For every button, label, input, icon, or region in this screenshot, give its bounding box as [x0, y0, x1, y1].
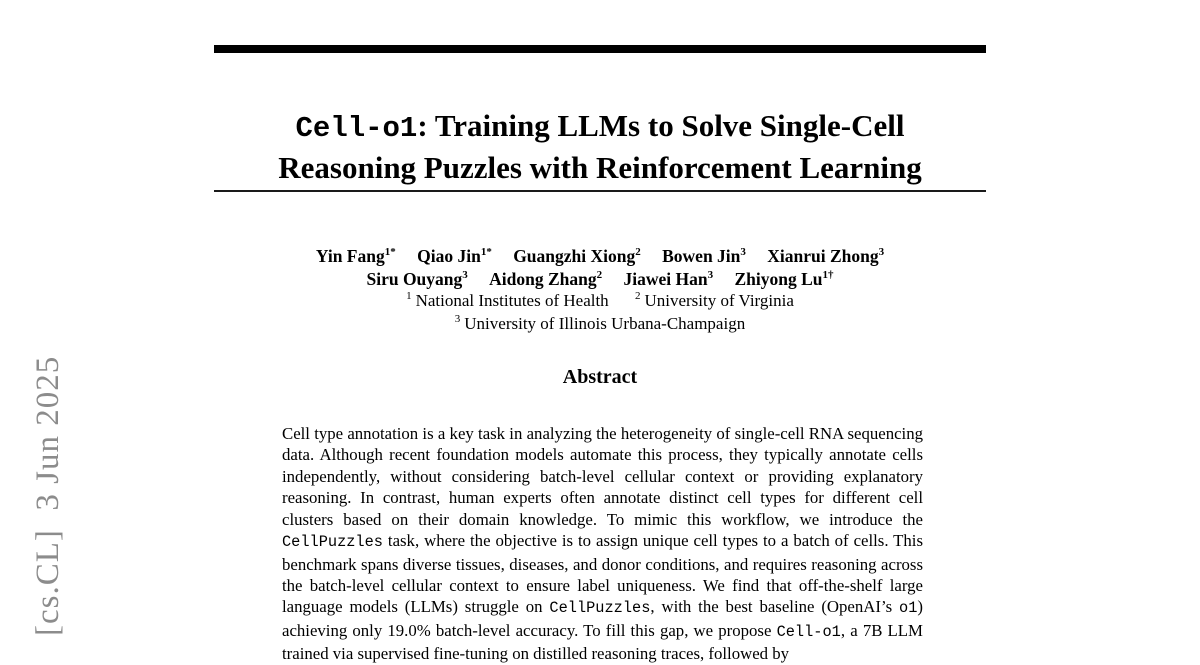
affiliation-superscript: 3 — [454, 312, 461, 325]
author — [417, 246, 492, 266]
author-superscript: 1* — [384, 246, 396, 259]
author-superscript: 3 — [740, 246, 746, 259]
author-block — [214, 245, 986, 335]
abstract-segment: task, where the objective is to assign unique cell types to a batch of cells. This benchmark spans diverse tissues, diseases, and donor conditions, and requires reasoning across the batch-level cellular context to ensure label uniqueness. We find that off-the-shelf large language models (LLMs) struggle on — [282, 531, 923, 617]
author-superscript: 3 — [707, 268, 714, 281]
author-name: Bowen Jin — [662, 246, 741, 266]
abstract-segment-mono: CellPuzzles — [549, 599, 651, 618]
title-mono-part: Cell-o1 — [295, 111, 418, 145]
author — [624, 269, 714, 289]
top-rule — [214, 45, 986, 53]
affiliation — [406, 291, 609, 310]
author-superscript: 1† — [822, 268, 834, 281]
author — [316, 246, 396, 266]
author — [366, 269, 467, 289]
author-superscript: 1* — [480, 246, 492, 259]
author-name: Jiawei Han — [623, 268, 708, 289]
abstract-segment-mono: CellPuzzles — [282, 533, 383, 552]
author-superscript: 2 — [635, 246, 641, 259]
author — [513, 246, 641, 266]
affiliation — [455, 314, 745, 333]
author-name: Qiao Jin — [417, 246, 481, 266]
author-name: Zhiyong Lu — [734, 268, 823, 289]
affiliation — [635, 291, 794, 310]
author-line-2 — [214, 268, 986, 291]
abstract-segment-mono: Cell-o1 — [776, 622, 841, 641]
affiliation-superscript: 1 — [406, 290, 412, 303]
abstract-segment: , with the best baseline (OpenAI’s — [650, 597, 900, 617]
author-name: Yin Fang — [315, 246, 385, 266]
author-name: Siru Ouyang — [366, 268, 463, 289]
author-name: Aidong Zhang — [489, 268, 597, 289]
author-superscript: 3 — [878, 246, 885, 259]
author-line-1 — [214, 245, 986, 268]
affiliation-line-2 — [214, 313, 986, 336]
abstract-segment: Cell type annotation is a key task in analyzing the heterogeneity of single-cell RNA sequencing data. Although recent foundation models automate this process, they typically annotate cells independently, without considering batch-level cellular context or providing explanatory reasoning. In contrast, human experts often annotate distinct cell types for different cell clusters based on their domain knowledge. To mimic this workflow, we introduce the — [282, 423, 923, 529]
abstract-text — [282, 423, 923, 665]
abstract-segment: , a 7B LLM trained via supervised fine-tuning on distilled reasoning traces, followed by — [282, 620, 923, 664]
author — [662, 246, 746, 266]
arxiv-stamp: [cs.CL] 3 Jun 2025 — [30, 355, 66, 636]
divider-rule — [214, 190, 986, 192]
affiliation-name: National Institutes of Health — [415, 291, 609, 310]
author-name: Xianrui Zhong — [767, 246, 879, 266]
author-superscript: 3 — [462, 268, 468, 281]
title-rest-line1: : Training LLMs to Solve Single-Cell — [417, 107, 905, 143]
title-line-2: Reasoning Puzzles with Reinforcement Learning — [278, 149, 922, 185]
author — [489, 269, 602, 289]
author-name: Guangzhi Xiong — [513, 246, 636, 266]
affiliation-superscript: 2 — [634, 290, 641, 303]
author — [767, 246, 884, 266]
affiliation-line-1 — [214, 290, 986, 313]
paper-title — [214, 106, 986, 187]
author-superscript: 2 — [596, 268, 603, 281]
author — [735, 269, 834, 289]
abstract-segment-mono: o1 — [899, 599, 918, 618]
abstract-heading: Abstract — [562, 366, 638, 388]
abstract-segment: ) achieving only 19.0% batch-level accuracy. To fill this gap, we propose — [282, 597, 923, 640]
affiliation-name: University of Illinois Urbana-Champaign — [464, 313, 746, 333]
title-line-1 — [296, 108, 905, 143]
affiliation-name: University of Virginia — [644, 291, 794, 310]
